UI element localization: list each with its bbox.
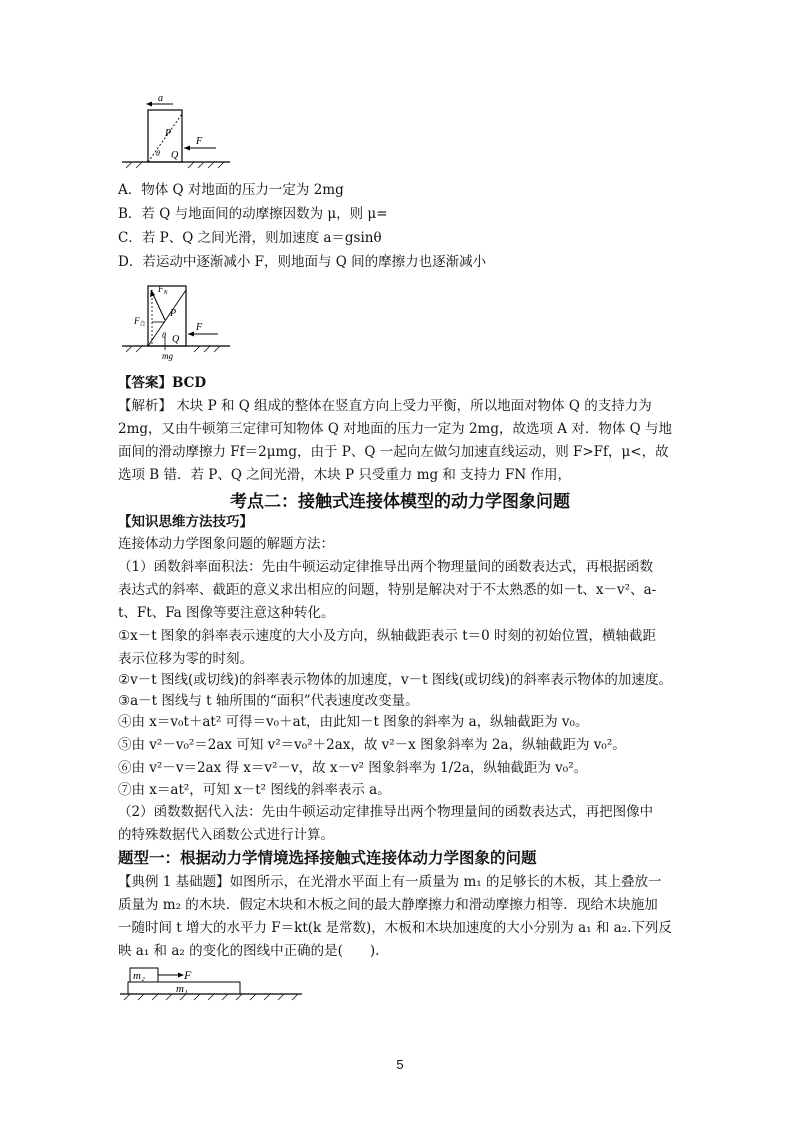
option-c: C．若 P、Q 之间光滑，则加速度 a＝gsinθ [118, 230, 382, 246]
fig1-label-Q: Q [171, 150, 179, 161]
option-a: A．物体 Q 对地面的压力一定为 2mg [118, 182, 344, 198]
page-number: 5 [396, 1057, 404, 1072]
fig2-label-Fhe [133, 316, 146, 328]
figure-board-and-block [118, 966, 308, 1008]
fig1-label-P: P [165, 128, 172, 139]
method-item: ⑦由 x＝at²，可知 x－t² 图线的斜率表示 a。 [118, 782, 391, 798]
method1-line: （1）函数斜率面积法：先由牛顿运动定律推导出两个物理量间的函数表达式，再根据函数 [118, 559, 654, 575]
figure-force-diagram [118, 276, 238, 366]
method-title: 【知识思维方法技巧】 [118, 514, 253, 530]
example-line: 映 a₁ 和 a₂ 的变化的图线中正确的是( ). [118, 943, 380, 959]
fig2-label-Q: Q [172, 334, 180, 345]
analysis-line: 【解析】 木块 P 和 Q 组成的整体在竖直方向上受力平衡，所以地面对物体 Q 的支持力为 [118, 398, 652, 414]
method2-line: （2）函数数据代入法：先由牛顿运动定律推导出两个物理量间的函数表达式，再把图像中 [118, 804, 654, 820]
method-item: ③a－t 图线与 t 轴所围的“面积”代表速度改变量。 [118, 693, 419, 709]
method-item: ⑤由 v²－v₀²＝2ax 可知 v²＝v₀²＋2ax，故 v²－x 图象斜率为 2a，纵轴截距为 v₀²。 [118, 737, 626, 753]
figure-block-on-block [118, 92, 238, 174]
example-line: 质量为 m₂ 的木块．假定木块和木板之间的最大静摩擦力和滑动摩擦力相等．现给木块施加 [118, 897, 658, 913]
type1-title: 题型一：根据动力学情境选择接触式连接体动力学图象的问题 [118, 849, 537, 867]
method-item: ②v－t 图线(或切线)的斜率表示物体的加速度，v－t 图线(或切线)的斜率表示物体的加速度。 [118, 672, 672, 688]
fig1-label-theta: θ [156, 149, 160, 158]
fig3-label-m2: m₂ [133, 970, 145, 982]
method-item: ①x－t 图象的斜率表示速度的大小及方向，纵轴截距表示 t＝0 时刻的初始位置，横轴截距 [118, 628, 657, 644]
fig2-label-Fhe-sub: 合 [139, 322, 146, 328]
analysis-line: 2mg，又由牛顿第三定律可知物体 Q 对地面的压力一定为 2mg，故选项 A 对．物体 Q 与地 [118, 421, 672, 437]
section-heading: 考点二：接触式连接体模型的动力学图象问题 [230, 492, 570, 512]
fig2-label-P: P [170, 308, 177, 319]
fig3-label-m1: m₁ [176, 983, 188, 995]
fig1-label-a: a [158, 93, 163, 104]
fig3-label-F: F [184, 968, 192, 982]
fig2-label-theta: θ [162, 331, 166, 340]
fig2-label-FN-main: F [158, 284, 164, 294]
method2-line: 的特殊数据代入函数公式进行计算。 [118, 827, 334, 843]
method1-line: t、Ft、Fa 图像等要注意这种转化。 [118, 605, 335, 621]
example-line: 一随时间 t 增大的水平力 F＝kt(k 是常数)，木板和木块加速度的大小分别为 a₁ 和 a₂.下列反 [118, 920, 672, 936]
fig2-label-Fhe-main: F [134, 316, 140, 326]
method1-line: 表达式的斜率、截距的意义求出相应的问题，特别是解决对于不太熟悉的如－t、x－v²、a- [118, 582, 657, 598]
method-intro: 连接体动力学图象问题的解题方法： [118, 536, 334, 552]
method-item: ⑥由 v²－v＝2ax 得 x＝v²－v，故 x－v² 图象斜率为 1/2a，纵轴截距为 v₀²。 [118, 760, 588, 776]
method-item: ④由 x＝v₀t＋at² 可得＝v₀＋at，由此知－t 图象的斜率为 a，纵轴截距为 v₀。 [118, 714, 589, 730]
fig2-label-F: F [196, 322, 203, 333]
analysis-line: 面间的滑动摩擦力 Ff＝2μmg，由于 P、Q 一起向左做匀加速直线运动，则 F>Ff，μ<，故 [118, 444, 669, 460]
fig2-label-mg: mg [162, 351, 173, 361]
fig2-label-FN-sub: N [163, 290, 168, 296]
fig1-label-F: F [196, 136, 203, 147]
method-item: 表示位移为零的时刻。 [118, 651, 253, 667]
option-d: D．若运动中逐渐减小 F，则地面与 Q 间的摩擦力也逐渐减小 [118, 254, 487, 270]
example-line: 【典例 1 基础题】如图所示，在光滑水平面上有一质量为 m₁ 的足够长的木板，其上叠放一 [118, 874, 662, 890]
analysis-line: 选项 B 错．若 P、Q 之间光滑，木块 P 只受重力 mg 和 支持力 FN 作用， [118, 467, 571, 483]
answer: 【答案】BCD [118, 375, 207, 391]
option-b: B．若 Q 与地面间的动摩擦因数为 μ，则 μ= [118, 206, 388, 222]
